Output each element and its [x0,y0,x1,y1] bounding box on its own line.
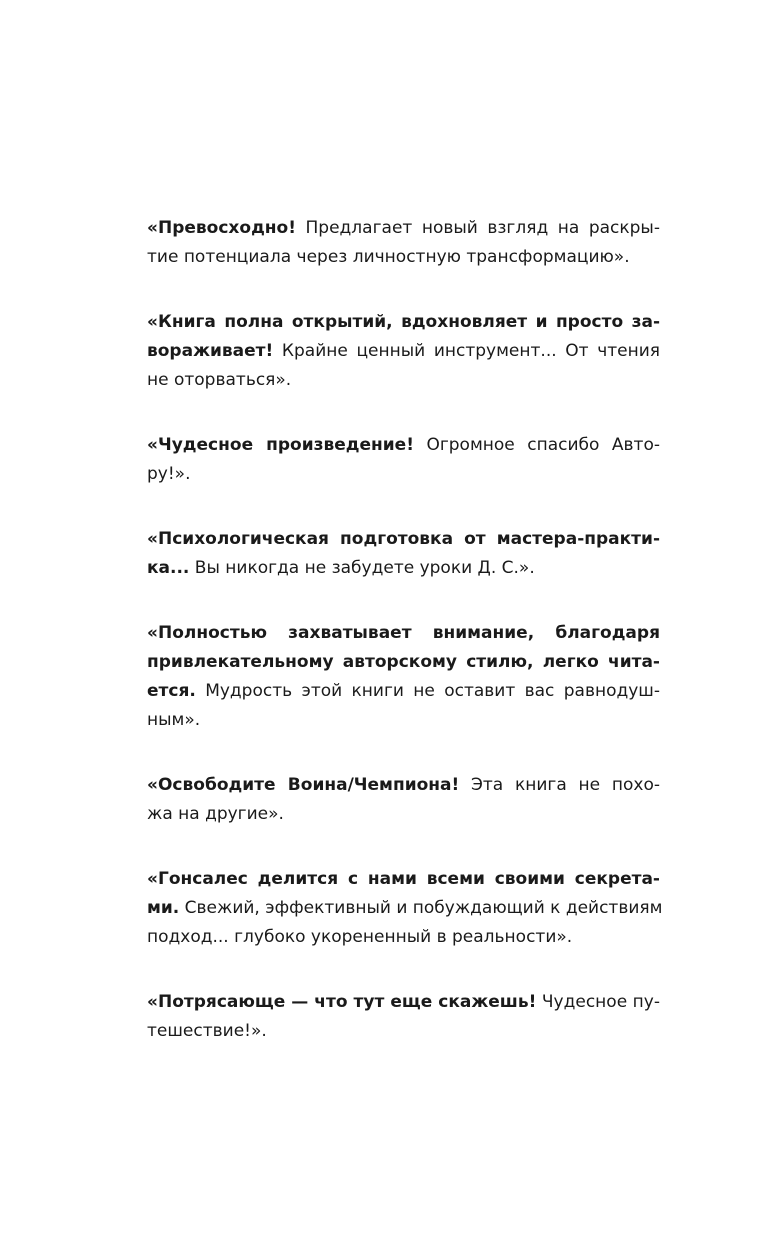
review-quote [147,988,660,1046]
regular-text: тешествие!». [147,1021,267,1041]
text-line [147,771,660,800]
reviews-page [147,214,663,1082]
text-line [147,648,660,677]
text-line [147,800,660,829]
text-line [147,706,660,735]
bold-text: привлекательному авторскому стилю, легко чита- [147,652,660,672]
text-line [147,619,660,648]
regular-text: ным». [147,710,201,730]
regular-text: Эта книга не похо- [459,775,660,795]
regular-text: тие потенциала через личностную трансформацию». [147,247,630,267]
review-quote [147,865,663,952]
regular-text: Огромное спасибо Авто- [413,435,660,455]
text-line [147,337,660,366]
bold-text: «Психологическая подготовка от мастера-практи- [147,529,660,549]
text-line [147,923,660,952]
review-quote [147,525,660,583]
text-line [147,865,660,894]
regular-text: Вы никогда не забудете уроки Д. С.». [189,558,535,578]
text-line [147,308,660,337]
bold-text: «Полностью захватывает внимание, благодаря [147,623,660,643]
bold-text: «Книга полна открытий, вдохновляет и просто за- [147,312,660,332]
text-line [147,431,660,460]
bold-text: «Гонсалес делится с нами всеми своими секрета- [147,869,660,889]
text-line [147,214,660,243]
regular-text: ру!». [147,464,191,484]
bold-text: «Освободите Воина/Чемпиона! [147,775,460,795]
text-line [147,988,660,1017]
review-quote [147,214,660,272]
review-quote [147,619,660,735]
text-line [147,554,660,583]
text-line [147,525,660,554]
text-line [147,1017,660,1046]
regular-text: Предлагает новый взгляд на раскры- [295,218,660,238]
text-line [147,677,660,706]
bold-text: «Потрясающе — что тут еще скажешь! [147,992,537,1012]
bold-text: вораживает! [147,341,274,361]
review-quote [147,308,660,395]
text-line [147,366,660,395]
regular-text: Чудесное пу- [536,992,660,1012]
text-line [147,243,660,272]
review-quote [147,431,660,489]
regular-text: Мудрость этой книги не оставит вас равнодуш- [195,681,660,701]
regular-text: жа на другие». [147,804,284,824]
regular-text: подход... глубоко укорененный в реальности». [147,927,573,947]
review-quote [147,771,660,829]
bold-text: «Чудесное произведение! [147,435,414,455]
regular-text: Крайне ценный инструмент... От чтения [273,341,660,361]
bold-text: ка... [147,558,190,578]
regular-text: Свежий, эффективный и побуждающий к действиям [179,898,663,918]
bold-text: ется. [147,681,196,701]
bold-text: «Превосходно! [147,218,296,238]
text-line [147,894,663,923]
regular-text: не оторваться». [147,370,292,390]
text-line [147,460,660,489]
bold-text: ми. [147,898,180,918]
